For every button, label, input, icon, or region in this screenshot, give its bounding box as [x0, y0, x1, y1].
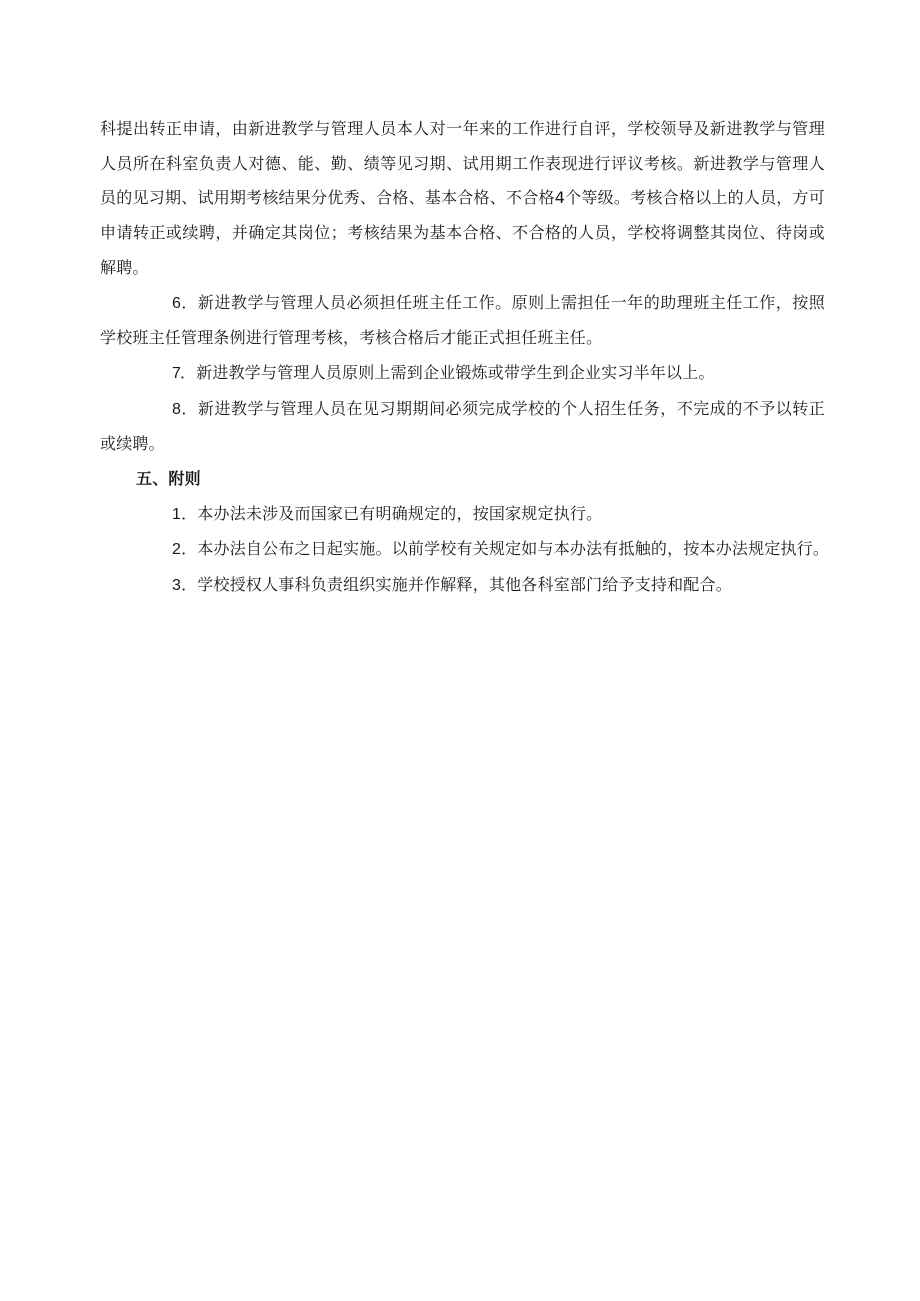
appendix-item-2: [100, 532, 830, 568]
item-number: 8: [172, 400, 182, 418]
item-number: 1: [172, 505, 182, 523]
item-number: 6: [172, 294, 182, 312]
item-text: ．新进教学与管理人员必须担任班主任工作。原则上需担任一年的助理班主任工作，按照学校班主任管理条例进行管理考核，考核合格后才能正式担任班主任。: [100, 292, 825, 348]
item-text: ．学校授权人事科负责组织实施并作解释，其他各科室部门给予支持和配合。: [181, 575, 732, 595]
appendix-item-3: [100, 568, 825, 604]
item-text: ．本办法自公布之日起实施。以前学校有关规定如与本办法有抵触的，按本办法规定执行。: [181, 539, 830, 559]
list-item-8: [100, 392, 825, 462]
list-item-6: [100, 286, 825, 356]
item-text: ．本办法未涉及而国家已有明确规定的，按国家规定执行。: [181, 503, 603, 523]
item-number: 7: [172, 364, 182, 382]
appendix-item-1: [100, 497, 825, 533]
document-body: [100, 112, 830, 604]
item-text: ．新进教学与管理人员原则上需到企业锻炼或带学生到企业实习半年以上。: [180, 362, 715, 382]
item-number: 2: [172, 541, 182, 559]
item-text: ．新进教学与管理人员在见习期期间必须完成学校的个人招生任务，不完成的不予以转正或续聘。: [100, 398, 825, 454]
continuation-paragraph: 科提出转正申请，由新进教学与管理人员本人对一年来的工作进行自评，学校领导及新进教学与管理人员所在科室负责人对德、能、勤、绩等见习期、试用期工作表现进行评议考核。新进教学与管理人员的见习期、试用期考核结果分优秀、合格、基本合格、不合格4个等级。考核合格以上的人员，方可申请转正或续聘，并确定其岗位；考核结果为基本合格、不合格的人员，学校将调整其岗位、待岗或解聘。: [100, 119, 825, 277]
section-heading-appendix: 五、附则: [136, 469, 201, 489]
list-item-7: [100, 356, 825, 392]
item-number: 3: [172, 577, 182, 595]
